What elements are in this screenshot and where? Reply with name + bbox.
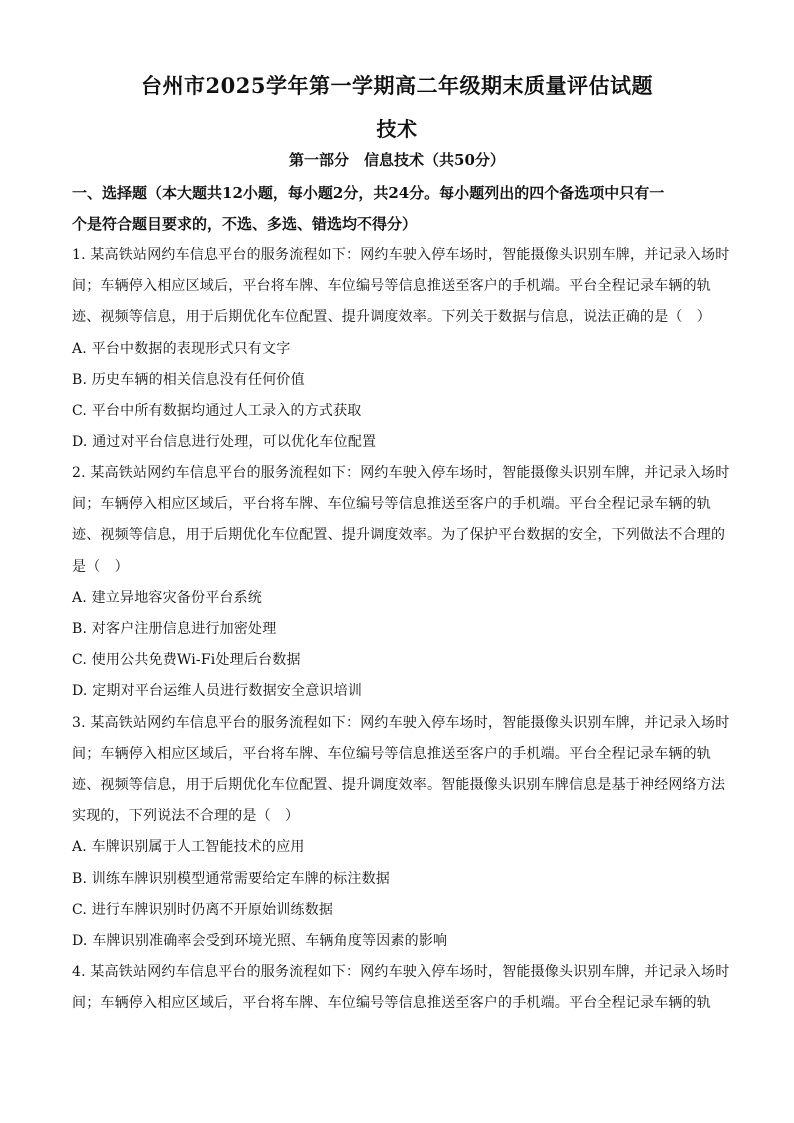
question-3-option-b: B. 训练车牌识别模型通常需要给定车牌的标注数据 [72, 871, 390, 887]
question-2-line-3: 迹、视频等信息，用于后期优化车位配置、提升调度效率。为了保护平台数据的安全，下列做法不合理的 [72, 527, 726, 543]
question-1-line-1: 1. 某高铁站网约车信息平台的服务流程如下：网约车驶入停车场时，智能摄像头识别车牌，并记录入场时 [72, 247, 730, 263]
question-2-line-1: 2. 某高铁站网约车信息平台的服务流程如下：网约车驶入停车场时，智能摄像头识别车牌，并记录入场时 [72, 465, 730, 481]
question-2-line-2: 间；车辆停入相应区域后，平台将车牌、车位编号等信息推送至客户的手机端。平台全程记录车辆的轨 [72, 496, 711, 512]
question-3-line-1: 3. 某高铁站网约车信息平台的服务流程如下：网约车驶入停车场时，智能摄像头识别车牌，并记录入场时 [72, 715, 730, 731]
question-4-line-2: 间；车辆停入相应区域后，平台将车牌、车位编号等信息推送至客户的手机端。平台全程记录车辆的轨 [72, 995, 711, 1011]
question-3-line-3: 迹、视频等信息，用于后期优化车位配置、提升调度效率。智能摄像头识别车牌信息是基于神经网络方法 [72, 777, 726, 793]
question-1-option-a: A. 平台中数据的表现形式只有文字 [72, 341, 291, 357]
section-heading-line-1: 一、选择题（本大题共12小题，每小题2分，共24分。每小题列出的四个备选项中只有一 [72, 184, 665, 202]
section-heading-line-2: 个是符合题目要求的，不选、多选、错选均不得分） [72, 215, 418, 233]
question-3-option-d: D. 车牌识别准确率会受到环境光照、车辆角度等因素的影响 [72, 933, 448, 949]
question-4-line-1: 4. 某高铁站网约车信息平台的服务流程如下：网约车驶入停车场时，智能摄像头识别车牌，并记录入场时 [72, 964, 730, 980]
question-1-line-3: 迹、视频等信息，用于后期优化车位配置、提升调度效率。下列关于数据与信息，说法正确的是（ ） [72, 309, 711, 325]
question-2-line-4: 是（ ） [72, 559, 129, 575]
question-1-option-b: B. 历史车辆的相关信息没有任何价值 [72, 372, 305, 388]
question-3-option-a: A. 车牌识别属于人工智能技术的应用 [72, 839, 305, 855]
part-heading: 第一部分 信息技术（共50分） [289, 151, 505, 169]
question-1-option-d: D. 通过对平台信息进行处理，可以优化车位配置 [72, 434, 377, 450]
question-3-line-4: 实现的，下列说法不合理的是（ ） [72, 808, 300, 824]
question-2-option-c: C. 使用公共免费Wi-Fi处理后台数据 [72, 652, 301, 668]
question-1-line-2: 间；车辆停入相应区域后，平台将车牌、车位编号等信息推送至客户的手机端。平台全程记录车辆的轨 [72, 278, 711, 294]
question-1-option-c: C. 平台中所有数据均通过人工录入的方式获取 [72, 403, 362, 419]
question-2-option-b: B. 对客户注册信息进行加密处理 [72, 621, 277, 637]
question-3-option-c: C. 进行车牌识别时仍离不开原始训练数据 [72, 902, 334, 918]
question-3-line-2: 间；车辆停入相应区域后，平台将车牌、车位编号等信息推送至客户的手机端。平台全程记录车辆的轨 [72, 746, 711, 762]
exam-title: 台州市2025学年第一学期高二年级期末质量评估试题 [141, 73, 653, 98]
subject-title: 技术 [376, 117, 418, 141]
section-heading [72, 178, 732, 240]
question-2-option-a: A. 建立异地容灾备份平台系统 [72, 590, 263, 606]
question-2-option-d: D. 定期对平台运维人员进行数据安全意识培训 [72, 683, 363, 699]
